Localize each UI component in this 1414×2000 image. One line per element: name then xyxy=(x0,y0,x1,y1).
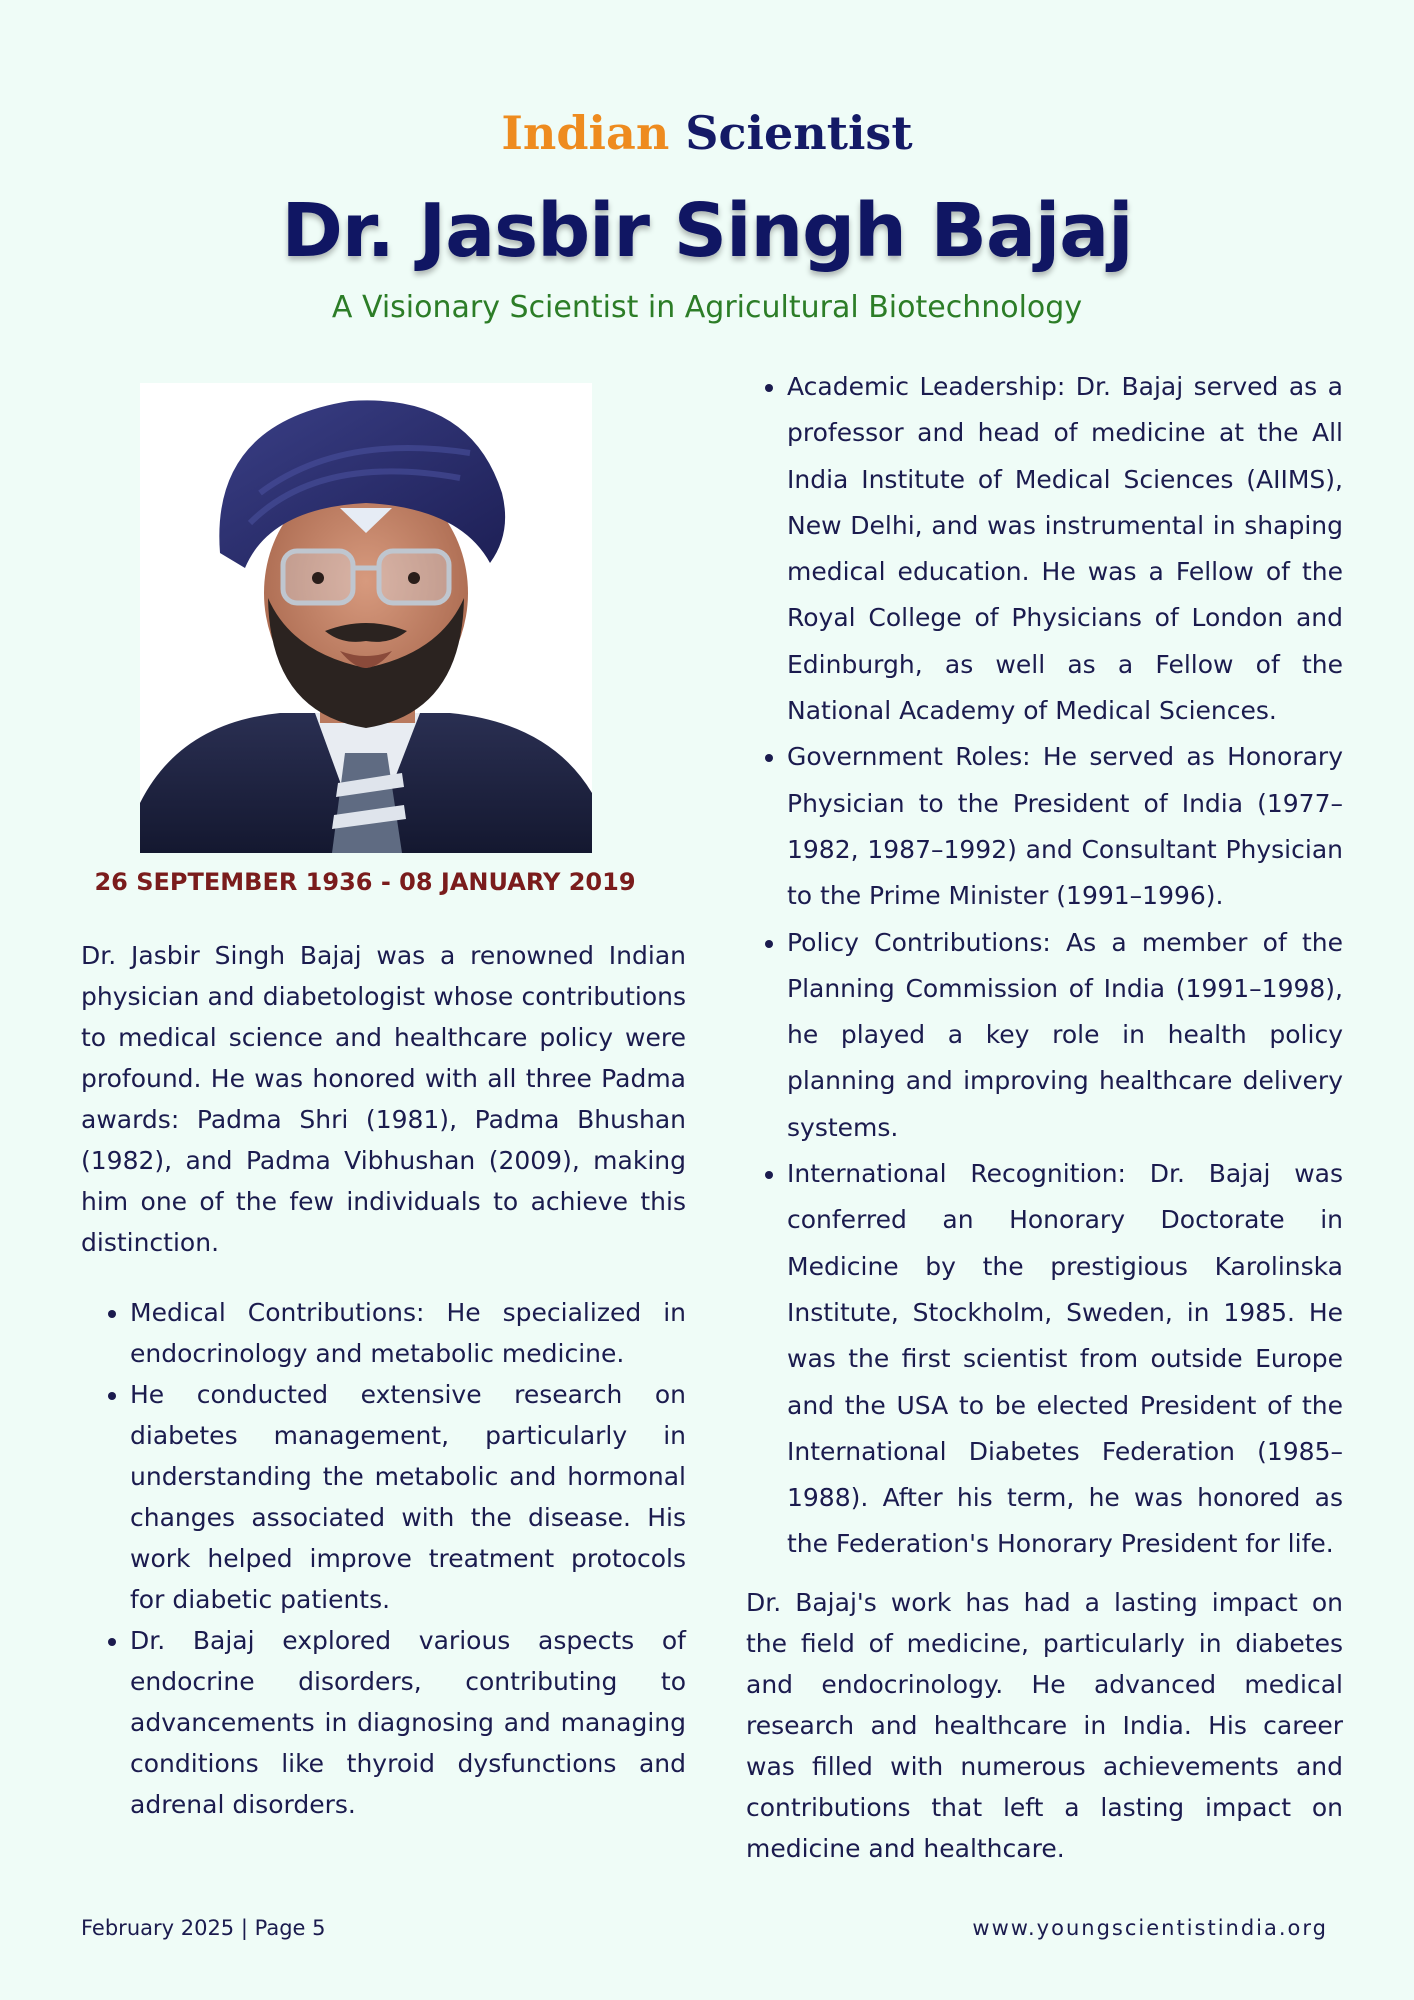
left-column xyxy=(81,935,686,1825)
page-title: Dr. Jasbir Singh Bajaj xyxy=(281,188,1133,274)
footer-date-page: February 2025 | Page 5 xyxy=(81,1916,326,1940)
footer-website: www.youngscientistindia.org xyxy=(972,1916,1328,1940)
header-kicker xyxy=(0,98,1414,168)
kicker-scientist: Scientist xyxy=(685,106,913,160)
portrait-photo xyxy=(140,383,592,853)
left-bullet-list xyxy=(81,1292,686,1825)
list-item: • Dr. Bajaj explored various aspects of endocrine disorders, contributing to advancements in diagnosing and managing conditions like thyroid dysfunctions and adrenal disorders. xyxy=(130,1620,686,1825)
life-dates: 26 SEPTEMBER 1936 - 08 JANUARY 2019 xyxy=(94,868,636,896)
kicker-indian: Indian xyxy=(501,106,670,160)
list-item: • He conducted extensive research on diabetes management, particularly in understanding the metabolic and hormonal changes associated with the disease. His work helped improve treatment protocols for diabetic patients. xyxy=(130,1374,686,1620)
page-subtitle: A Visionary Scientist in Agricultural Biotechnology xyxy=(331,290,1083,325)
list-item: • Government Roles: He served as Honorary Physician to the President of India (1977–1982, 1987–1992) and Consultant Physician to the Prime Minister (1991–1996). xyxy=(787,734,1343,919)
intro-paragraph: Dr. Jasbir Singh Bajaj was a renowned Indian physician and diabetologist whose contributions to medical science and healthcare policy were profound. He was honored with all three Padma awards: Padma Shri (1981), Padma Bhushan (1982), and Padma Vibhushan (2009), making him one of the few individuals to achieve this distinction. xyxy=(81,941,686,1257)
right-column xyxy=(746,364,1343,1869)
list-item: • International Recognition: Dr. Bajaj was conferred an Honorary Doctorate in Medicine by the prestigious Karolinska Institute, Stockholm, Sweden, in 1985. He was the first scientist from outside Europe and the USA to be elected President of the International Diabetes Federation (1985–1988). After his term, he was honored as the Federation's Honorary President for life. xyxy=(787,1151,1343,1568)
list-item: • Medical Contributions: He specialized in endocrinology and metabolic medicine. xyxy=(130,1292,686,1374)
right-bullet-list xyxy=(746,364,1343,1568)
list-item: • Academic Leadership: Dr. Bajaj served as a professor and head of medicine at the All India Institute of Medical Sciences (AIIMS), New Delhi, and was instrumental in shaping medical education. He was a Fellow of the Royal College of Physicians of London and Edinburgh, as well as a Fellow of the National Academy of Medical Sciences. xyxy=(787,364,1343,734)
closing-paragraph: Dr. Bajaj's work has had a lasting impact on the field of medicine, particularly in diabetes and endocrinology. He advanced medical research and healthcare in India. His career was filled with numerous achievements and contributions that left a lasting impact on medicine and healthcare. xyxy=(746,1587,1343,1863)
list-item: • Policy Contributions: As a member of the Planning Commission of India (1991–1998), he played a key role in health policy planning and improving healthcare delivery systems. xyxy=(787,920,1343,1151)
